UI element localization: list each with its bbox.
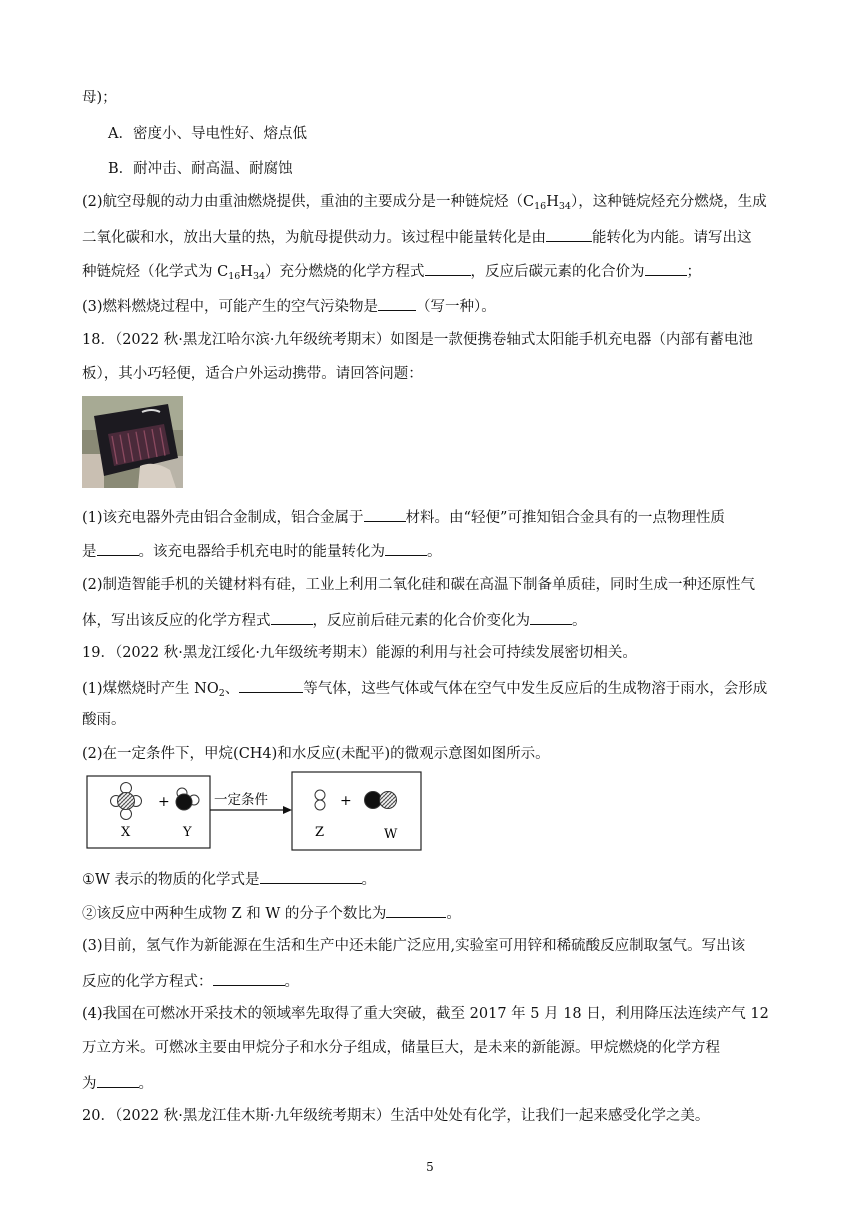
svg-text:X: X [121,825,131,840]
question-18-heading: 18．（2022 秋·黑龙江哈尔滨·九年级统考期末）如图是一款便携卷轴式太阳能手机充电器（内部有蓄电池 [82,332,753,348]
answer-blank[interactable] [213,970,285,986]
answer-blank[interactable] [385,540,427,556]
question-2-line-3: 种链烷烃（化学式为 $C_{16}H_{34}$）充分燃烧的化学方程式 ，反应后碳元素的化合价为 ； [82,260,701,282]
svg-text:Z: Z [315,825,325,840]
question-2-line-2: 二氧化碳和水，放出大量的热，为航母提供动力。该过程中能量转化是由 能转化为内能。请写出这 [82,226,752,248]
option-a: A．密度小、导电性好、熔点低 [108,126,307,142]
answer-blank[interactable] [97,1072,139,1088]
question-19-heading: 19．（2022 秋·黑龙江绥化·九年级统考期末）能源的利用与社会可持续发展密切相关。 [82,645,637,661]
solar-charger-photo [82,396,183,488]
text-line: 母)； [82,90,117,106]
answer-blank[interactable] [378,295,416,311]
answer-blank[interactable] [530,609,572,625]
question-19-1-line-2: 酸雨。 [82,712,126,728]
answer-blank[interactable] [97,540,139,556]
answer-blank[interactable] [364,506,406,522]
answer-blank[interactable] [271,609,313,625]
question-19-3-line-2: 反应的化学方程式： 。 [82,970,299,992]
question-19-2-line: (2)在一定条件下，甲烷(CH4)和水反应(未配平)的微观示意图如图所示。 [82,746,550,762]
answer-blank[interactable] [260,868,362,884]
question-2-line-1: (2)航空母舰的动力由重油燃烧提供，重油的主要成分是一种链烷烃$(C_{16}H_{34})$，这种链烷烃充分燃烧，生成 [82,194,767,212]
question-18-2-line-2: 体，写出该反应的化学方程式 ，反应前后硅元素的化合价变化为 。 [82,609,587,631]
svg-text:W: W [384,827,398,842]
svg-text:Y: Y [183,825,192,840]
question-18-2-line-1: (2)制造智能手机的关键材料有硅，工业上利用二氧化硅和碳在高温下制备单质硅，同时生成一种还原性气 [82,577,756,593]
question-19-2-sub-2: ②该反应中两种生成物 Z 和 W 的分子个数比为 。 [82,902,461,924]
svg-text:+: + [158,794,170,810]
page-number: 5 [426,1160,434,1174]
answer-blank[interactable] [239,677,303,693]
question-19-2-sub-1: ①W 表示的物质的化学式是 。 [82,868,376,890]
question-20-heading: 20．（2022 秋·黑龙江佳木斯·九年级统考期末）生活中处处有化学，让我们一起来感受化学之美。 [82,1108,710,1124]
hydrogen-molecule-z [315,790,325,810]
svg-text:+: + [340,793,352,809]
answer-blank[interactable] [546,226,592,242]
question-18-1-line-2: 是 。该充电器给手机充电时的能量转化为 。 [82,540,442,562]
carbon-monoxide-molecule-w [365,792,397,809]
question-19-4-line-3: 为 。 [82,1072,153,1094]
question-18-1-line-1: (1)该充电器外壳由铝合金制成，铝合金属于 材料。由“轻便”可推知铝合金具有的一点物理性质 [82,506,725,528]
answer-blank[interactable] [425,260,471,276]
reaction-micro-diagram [86,770,426,854]
question-18-line-2: 板），其小巧轻便，适合户外运动携带。请回答问题： [82,366,423,382]
question-19-1-line-1: (1)煤燃烧时产生 $NO_2$、 等气体，这些气体或气体在空气中发生反应后的生成物溶于雨水，会形成 [82,677,767,699]
question-19-4-line-2: 万立方米。可燃冰主要由甲烷分子和水分子组成，储量巨大，是未来的新能源。甲烷燃烧的化学方程 [82,1040,720,1056]
answer-blank[interactable] [645,260,687,276]
answer-blank[interactable] [386,902,446,918]
question-19-3-line-1: (3)目前，氢气作为新能源在生活和生产中还未能广泛应用,实验室可用锌和稀硫酸反应制取氢气。写出该 [82,938,746,954]
methane-molecule-x [111,783,142,820]
water-molecule-y [176,788,199,810]
option-b: B．耐冲击、耐高温、耐腐蚀 [108,161,293,177]
question-3-line: (3)燃料燃烧过程中，可能产生的空气污染物是 （写一种）。 [82,295,496,317]
svg-text:一定条件: 一定条件 [214,792,268,808]
question-19-4-line-1: (4)我国在可燃冰开采技术的领域率先取得了重大突破，截至 2017 年 5 月 18 日，利用降压法连续产气 12 [82,1006,769,1022]
